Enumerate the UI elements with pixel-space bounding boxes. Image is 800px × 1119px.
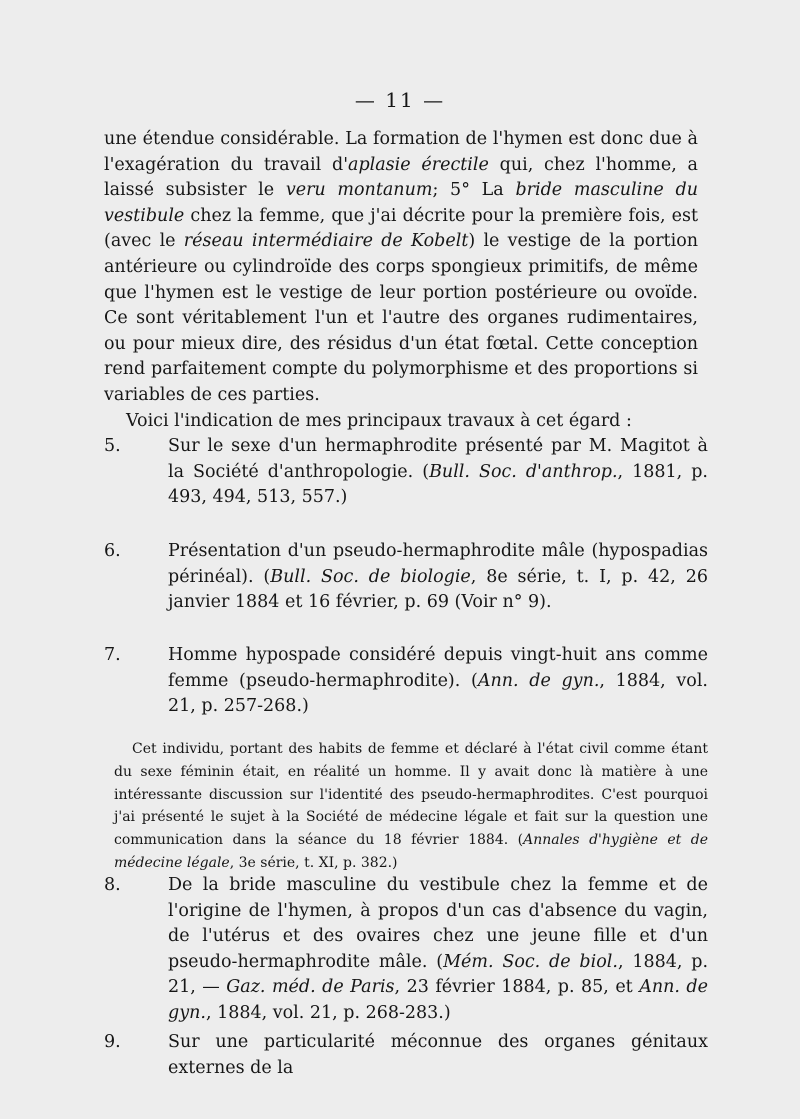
- text-run: ; 5° La: [432, 180, 516, 201]
- bibliography-entry-6: [104, 539, 708, 616]
- journal-title: Bull. Soc. d'anthrop.: [429, 461, 618, 482]
- entry-number: 5.: [104, 436, 121, 456]
- entry-text: Sur le sexe d'un hermaphrodite présenté par M. Magitot à la Société d'anthropologie. (: [168, 436, 708, 482]
- bibliography-entry-5: [104, 434, 708, 511]
- footnote-commentary: [114, 738, 708, 875]
- text-run: ) le vestige de la portion antérieure ou cylindroïde des corps spongieux primitifs, de même que l'hymen est le vestige de leur portion postérieure ou ovoïde. Ce sont véritablement l'un et l'autre des organes rudimentaires, ou pour mieux dire, des résidus d'un état fœtal. Cette conception rend parfaitement compte du polymorphisme et des proportions si variables de ces parties.: [104, 231, 698, 405]
- italic-term: réseau intermédiaire de Kobelt: [183, 231, 469, 252]
- entry-text: , 8e série, t. I, p. 42, 26 janvier 1884 et 16 février, p. 69 (Voir n° 9).: [168, 566, 708, 613]
- journal-title: Mém. Soc. de biol.: [443, 951, 618, 972]
- entry-text: , 23 février 1884, p. 85, et: [394, 977, 640, 998]
- journal-title: Annales d'hygiène et de médecine légale: [114, 832, 708, 871]
- entry-number: 6.: [104, 541, 121, 561]
- text-run: qui, chez l'homme, a laissé subsister le: [104, 154, 698, 201]
- page-number: — 11 —: [354, 88, 446, 112]
- bibliography-entry-9: [104, 1030, 708, 1081]
- note-text: Cet individu, portant des habits de femme et déclaré à l'état civil comme étant du sexe féminin était, en réalité un homme. Il y avait donc là matière à une intéressante discussion sur l'identité des pseudo-hermaphrodites. C'est pourquoi j'ai présenté le sujet à la Société de médecine légale et fait sur la question une communication dans la séance du 18 février 1884. (: [114, 741, 708, 849]
- journal-title: Gaz. méd. de Paris: [226, 977, 395, 998]
- entry-text: De la bride masculine du vestibule chez la femme et de l'origine de l'hymen, à propos d'un cas d'absence du vagin, de l'utérus et des ovaires chez une jeune fille et d'un pseudo-hermaphrodite mâle. (: [168, 875, 708, 972]
- entry-text: Présentation d'un pseudo-hermaphrodite mâle (hypospadias périnéal). (: [168, 541, 708, 587]
- entry-text: Sur une particularité méconnue des organes génitaux externes de la: [168, 1032, 708, 1078]
- entry-text: , 1884, p. 21, —: [168, 951, 709, 998]
- intro-text: [104, 127, 698, 434]
- bibliography-entry-7: [104, 643, 708, 720]
- italic-term: aplasie érectile: [348, 154, 489, 175]
- journal-title: Ann. de gyn.: [168, 977, 708, 1023]
- entry-text: , 1884, vol. 21, p. 257-268.): [168, 670, 708, 717]
- intro-paragraph: [104, 127, 698, 409]
- italic-term: veru montanum: [285, 180, 433, 201]
- entry-text: , 1884, vol. 21, p. 268-283.): [205, 1002, 451, 1023]
- bibliography-entry-8: [104, 873, 708, 1027]
- italic-term: bride masculine du vestibule: [104, 180, 698, 226]
- note-paragraph: [114, 738, 708, 875]
- entry-text: Homme hypospade considéré depuis vingt-huit ans comme femme (pseudo-hermaphrodite). (: [168, 645, 708, 691]
- entry-number: 8.: [104, 875, 121, 895]
- entry-number: 9.: [104, 1032, 121, 1052]
- intro-lead-in: Voici l'indication de mes principaux travaux à cet égard :: [126, 410, 632, 431]
- text-run: une étendue considérable. La formation de l'hymen est donc due à l'exagération du travail d': [104, 129, 698, 175]
- text-run: chez la femme, que j'ai décrite pour la première fois, est (avec le: [104, 205, 698, 252]
- entry-number: 7.: [104, 645, 121, 665]
- journal-title: Ann. de gyn.: [477, 670, 600, 691]
- entry-text: , 1881, p. 493, 494, 513, 557.): [168, 461, 708, 508]
- note-text: , 3e série, t. XI, p. 382.): [229, 854, 398, 871]
- journal-title: Bull. Soc. de biologie: [270, 566, 471, 587]
